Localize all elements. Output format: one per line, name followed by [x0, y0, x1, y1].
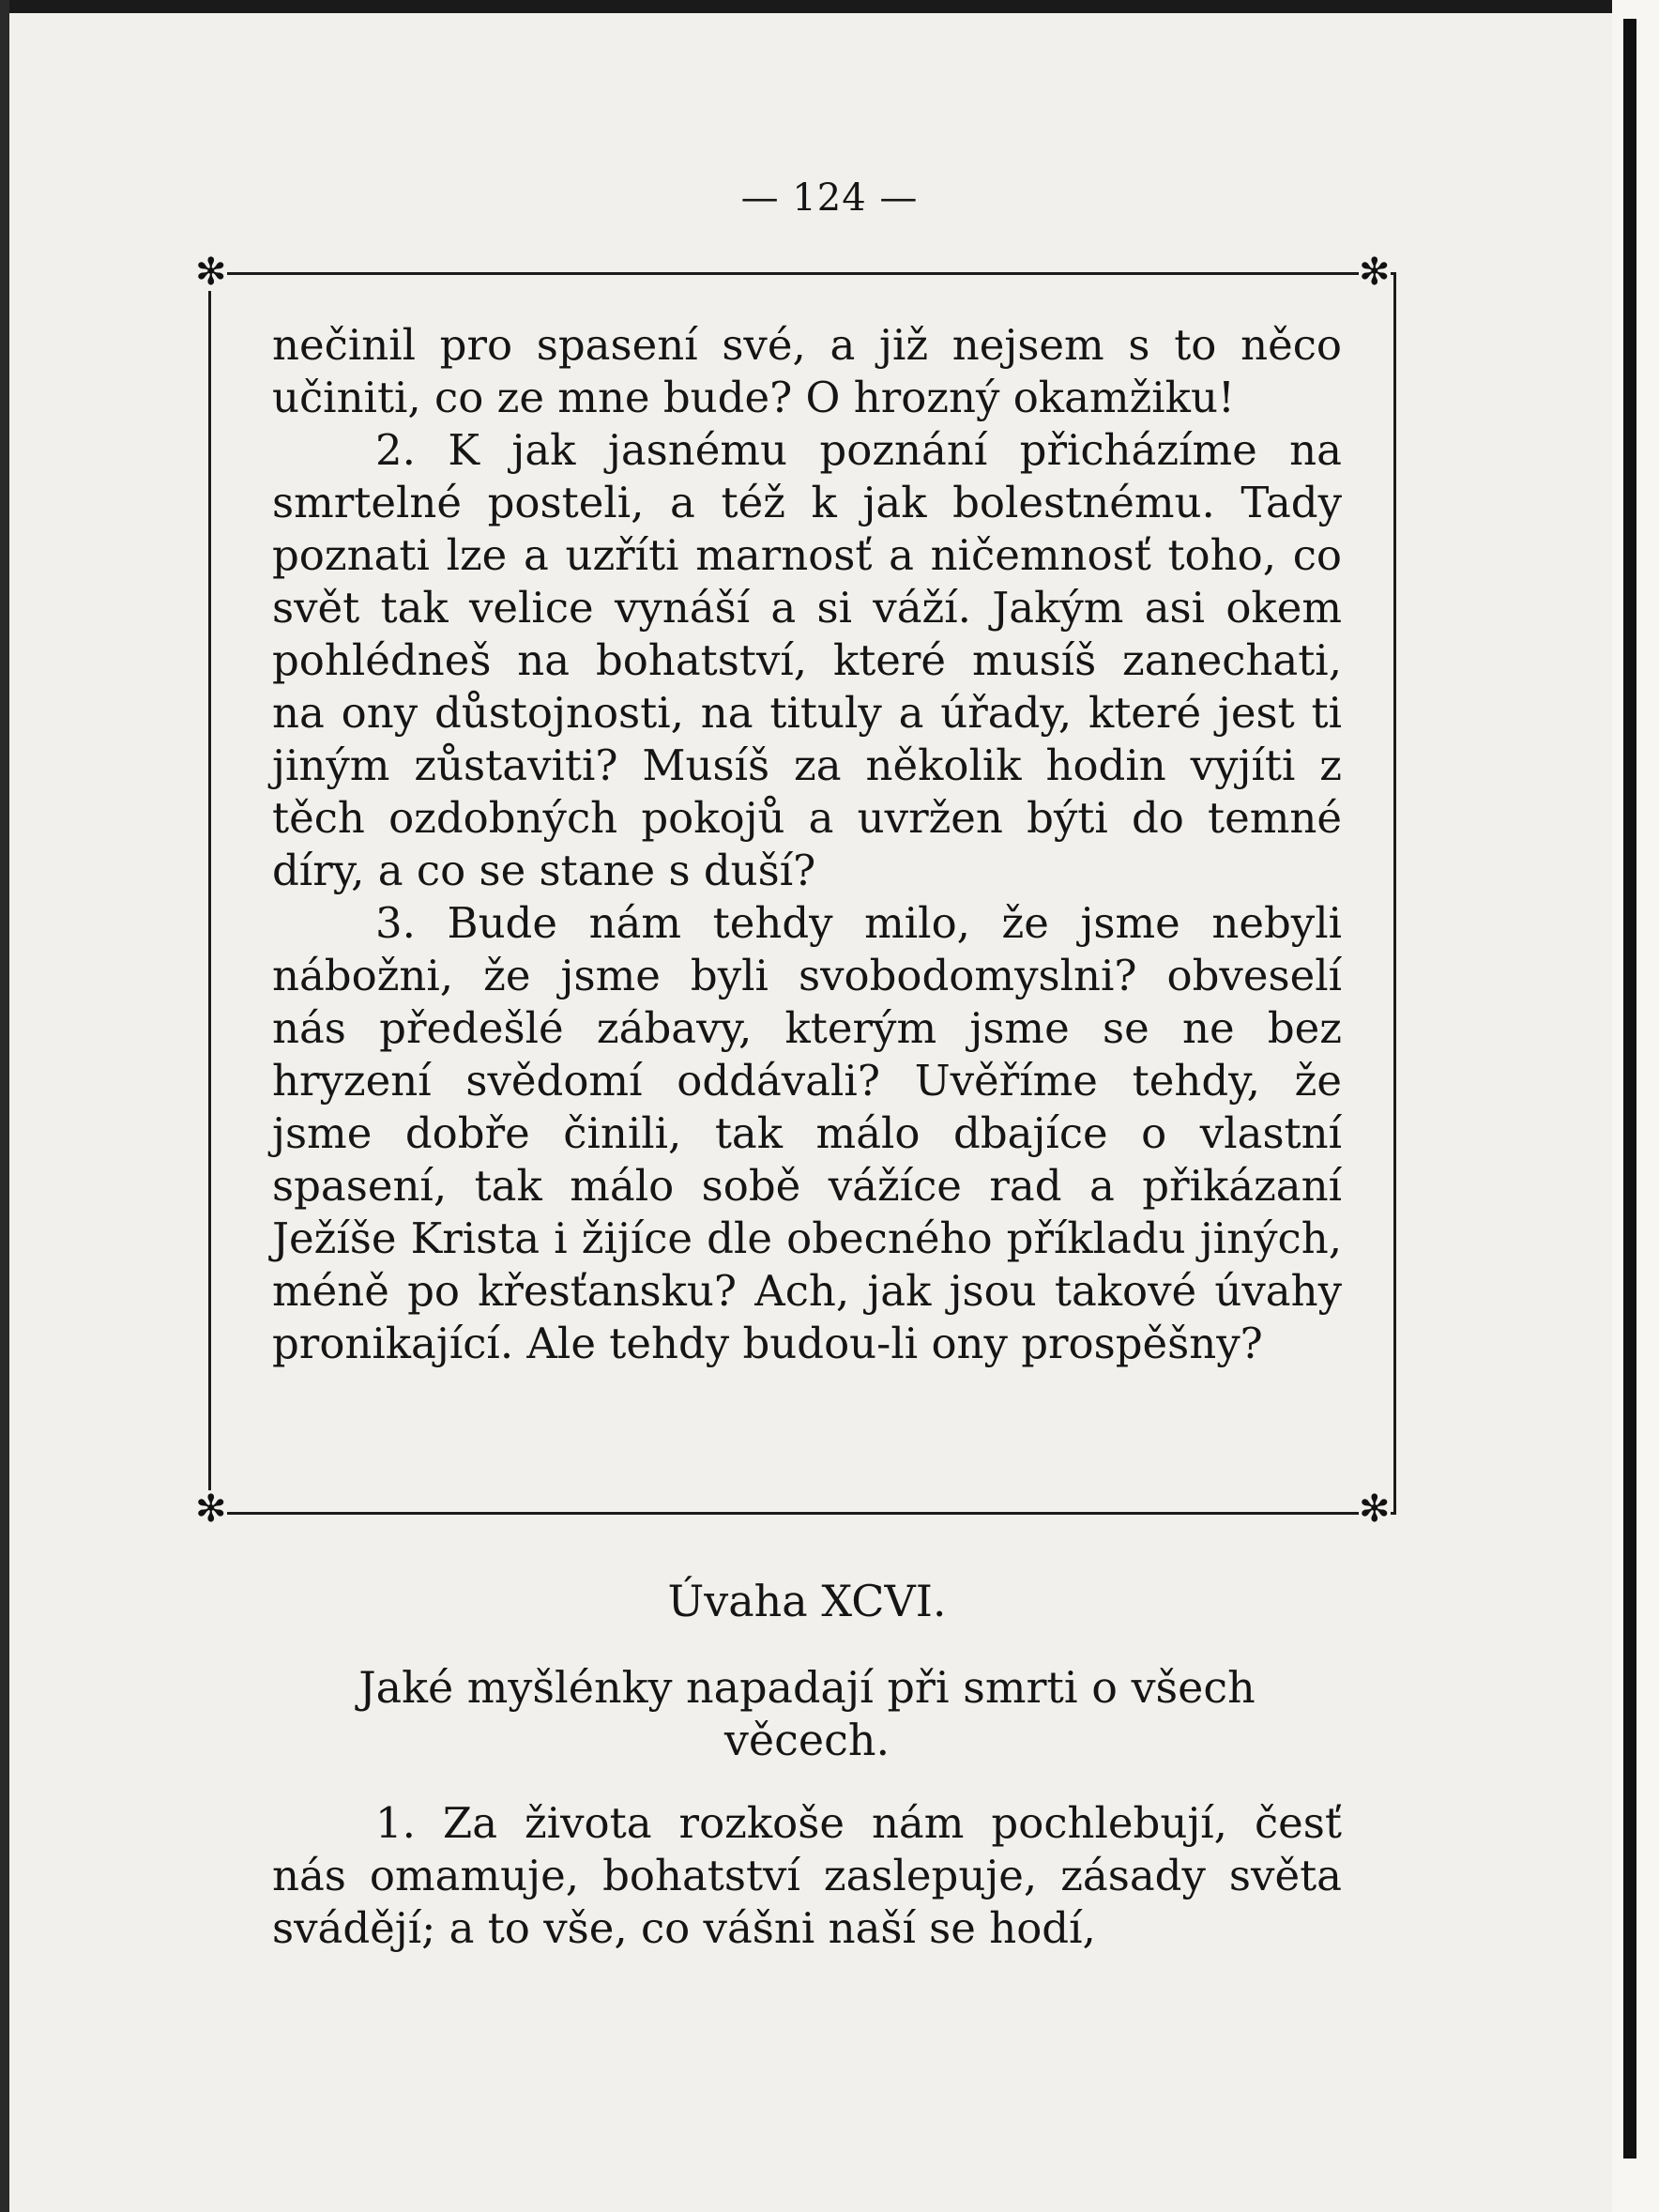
section-paragraph-1: 1. Za života rozkoše nám pochlebují, česť nás omamuje, bohatství zaslepuje, zásady světa svádějí; a to vše, co vášni naší se hodí,	[272, 1798, 1342, 1953]
section-body-text	[272, 1797, 1342, 1955]
scan-left-edge	[0, 0, 9, 2212]
section-subtitle: Jaké myšlénky napadají při smrti o všech věcech.	[358, 1662, 1256, 1765]
body-text	[272, 319, 1342, 1370]
scan-top-edge	[0, 0, 1659, 13]
paragraph-2: 2. K jak jasnému poznání přicházíme na smrtelné posteli, a též k jak bolestnému. Tady poznati lze a uzříti marnosť a ničemnosť toho, co svět tak velice vynáší a si váží. Jakým asi okem pohlédneš na bohatství, které musíš zanechati, na ony důstojnosti, na tituly a úřady, které jest ti jiným zůstaviti? Musíš za několik hodin vyjíti z těch ozdobných pokojů a uvržen býti do temné díry, a co se stane s duší?	[272, 425, 1342, 895]
section-title: Úvaha XCVI.	[667, 1576, 947, 1626]
corner-ornament-bottom-left: ✻	[195, 1487, 227, 1531]
paragraph-3: 3. Bude nám tehdy milo, že jsme nebyli nábožni, že jsme byli svobodomyslni? obveselí nás předešlé zábavy, kterým jsme se ne bez hryzení svědomí oddávali? Uvěříme tehdy, že jsme dobře činili, tak málo dbajíce o vlastní spasení, tak málo sobě vážíce rad a přikázaní Ježíše Krista i žijíce dle obecného příkladu jiných, méně po křesťansku? Ach, jak jsou takové úvahy pronikající. Ale tehdy budou-li ony prospěšny?	[272, 898, 1342, 1368]
page-number: — 124 —	[740, 176, 919, 220]
corner-ornament-top-left: ✻	[195, 251, 227, 294]
corner-ornament-top-right: ✻	[1359, 251, 1391, 294]
paragraph-continuation: nečinil pro spasení své, a již nejsem s to něco učiniti, co ze mne bude? O hrozný okamžiku!	[272, 320, 1342, 422]
corner-ornament-bottom-right: ✻	[1359, 1487, 1391, 1531]
scan-right-edge	[1623, 19, 1636, 2159]
